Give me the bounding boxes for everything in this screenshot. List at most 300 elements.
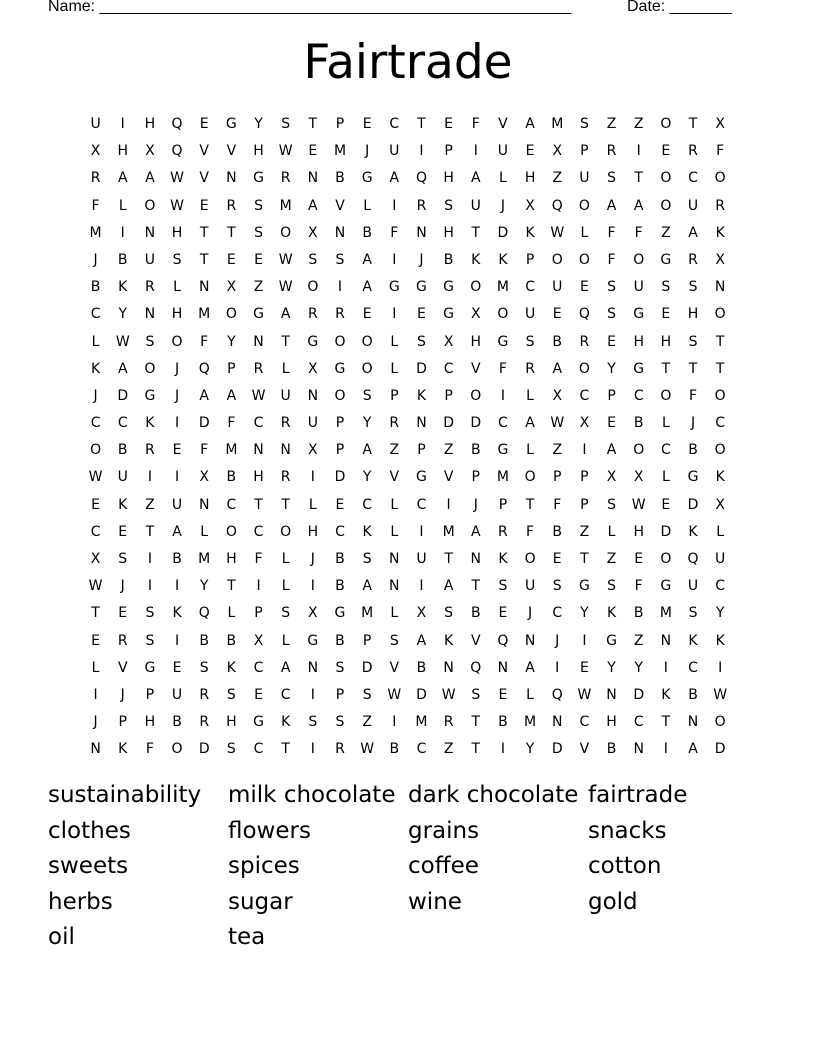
grid-letter: P	[580, 143, 589, 160]
word-list	[48, 778, 768, 956]
grid-letter: V	[579, 741, 590, 758]
grid-letter: V	[199, 143, 209, 160]
word-list-item: wine	[408, 888, 462, 915]
grid-letter: I	[392, 197, 397, 214]
grid-letter: U	[552, 279, 563, 296]
grid-letter: N	[443, 659, 454, 676]
grid-letter: S	[688, 279, 698, 296]
grid-letter: Z	[606, 551, 617, 567]
grid-letter: F	[471, 116, 480, 132]
grid-letter: O	[144, 197, 156, 214]
grid-letter: O	[361, 333, 373, 350]
grid-letter: R	[335, 306, 345, 323]
grid-letter: C	[633, 714, 644, 731]
grid-letter: P	[607, 387, 616, 404]
grid-letter: L	[227, 605, 236, 622]
grid-letter: S	[688, 605, 698, 622]
word-list-item: sugar	[228, 888, 293, 915]
grid-letter: G	[633, 306, 645, 323]
grid-letter: U	[715, 551, 726, 567]
grid-letter: J	[174, 360, 180, 377]
grid-letter: E	[607, 415, 616, 432]
grid-letter: C	[90, 306, 101, 323]
grid-letter: S	[226, 686, 236, 703]
grid-letter: R	[145, 442, 155, 459]
grid-row	[82, 301, 734, 328]
grid-letter: C	[90, 415, 101, 432]
grid-letter: E	[172, 659, 182, 676]
grid-letter: O	[90, 442, 102, 459]
grid-letter: S	[362, 551, 372, 567]
grid-letter: B	[117, 251, 128, 268]
grid-letter: O	[578, 360, 590, 377]
grid-letter: P	[335, 116, 345, 132]
grid-letter: I	[310, 578, 315, 595]
grid-letter: I	[174, 578, 180, 595]
grid-letter: I	[636, 143, 641, 160]
grid-letter: B	[498, 714, 508, 731]
grid-letter: R	[443, 714, 454, 731]
grid-letter: D	[497, 224, 509, 241]
grid-letter: H	[660, 333, 672, 350]
grid-letter: S	[498, 578, 508, 595]
word-list-item: flowers	[228, 817, 311, 844]
grid-letter: K	[145, 415, 155, 432]
grid-letter: Y	[118, 306, 128, 323]
grid-letter: R	[715, 197, 726, 214]
grid-letter: N	[470, 551, 481, 567]
grid-letter: I	[718, 659, 723, 676]
grid-letter: X	[606, 469, 617, 486]
grid-letter: H	[144, 116, 156, 132]
grid-letter: Y	[525, 741, 535, 758]
grid-letter: I	[663, 659, 668, 676]
grid-letter: Q	[470, 659, 482, 676]
grid-letter: R	[253, 360, 264, 377]
grid-letter: E	[199, 197, 209, 214]
grid-letter: Z	[443, 741, 454, 758]
grid-letter: T	[471, 578, 481, 595]
grid-letter: X	[552, 387, 563, 404]
grid-letter: X	[715, 251, 725, 268]
word-list-item: sustainability	[48, 782, 202, 808]
grid-row	[82, 220, 734, 247]
grid-letter: K	[498, 551, 508, 567]
grid-letter: O	[361, 360, 373, 377]
grid-letter: O	[660, 170, 672, 187]
grid-letter: N	[497, 659, 509, 676]
grid-letter: O	[551, 251, 563, 268]
grid-letter: I	[310, 686, 315, 703]
grid-letter: P	[227, 360, 236, 377]
grid-letter: G	[633, 360, 645, 377]
grid-letter: G	[443, 279, 455, 296]
grid-letter: S	[281, 605, 291, 622]
grid-letter: B	[226, 469, 237, 486]
grid-letter: N	[307, 170, 319, 187]
grid-letter: A	[606, 442, 617, 459]
grid-letter: V	[117, 659, 128, 676]
grid-letter: Y	[607, 360, 616, 377]
grid-letter: D	[443, 415, 454, 432]
grid-letter: M	[496, 469, 509, 486]
grid-letter: E	[498, 605, 508, 622]
grid-letter: S	[362, 387, 372, 404]
grid-letter: Q	[171, 143, 183, 160]
grid-letter: B	[688, 442, 698, 459]
grid-letter: G	[225, 116, 237, 132]
grid-letter: J	[120, 578, 125, 595]
grid-letter: E	[661, 143, 671, 160]
grid-letter: A	[633, 197, 644, 214]
grid-letter: U	[307, 415, 318, 432]
grid-letter: P	[498, 496, 508, 513]
grid-letter: A	[606, 197, 617, 214]
grid-letter: G	[416, 279, 427, 296]
date-field-line: Date: _______	[627, 0, 732, 15]
grid-letter: A	[199, 387, 209, 404]
grid-letter: L	[526, 442, 534, 459]
grid-letter: S	[199, 659, 209, 676]
grid-letter: T	[688, 116, 698, 132]
grid-letter: I	[419, 523, 424, 540]
grid-letter: W	[441, 686, 456, 703]
grid-letter: G	[307, 632, 319, 649]
grid-letter: C	[660, 442, 671, 459]
grid-letter: P	[525, 251, 535, 268]
grid-letter: R	[199, 686, 210, 703]
grid-letter: I	[555, 659, 560, 676]
grid-letter: E	[91, 496, 100, 513]
grid-letter: E	[444, 116, 454, 132]
grid-letter: C	[579, 387, 590, 404]
grid-letter: N	[416, 415, 427, 432]
grid-letter: V	[470, 632, 481, 649]
grid-letter: S	[607, 578, 616, 595]
grid-letter: H	[171, 224, 183, 241]
grid-letter: P	[417, 442, 426, 459]
grid-letter: I	[93, 686, 98, 703]
grid-letter: G	[307, 333, 319, 350]
grid-letter: N	[687, 714, 699, 731]
grid-letter: I	[500, 741, 505, 758]
grid-letter: L	[716, 523, 725, 540]
grid-letter: A	[443, 578, 454, 595]
grid-letter: G	[578, 578, 590, 595]
grid-letter: O	[307, 279, 319, 296]
grid-letter: P	[444, 387, 453, 404]
grid-letter: N	[416, 224, 427, 241]
grid-letter: E	[118, 523, 128, 540]
grid-letter: S	[254, 197, 263, 214]
grid-letter: M	[225, 442, 238, 459]
grid-letter: Z	[661, 224, 671, 241]
grid-letter: I	[582, 442, 587, 459]
grid-letter: T	[227, 224, 236, 241]
grid-letter: M	[551, 116, 564, 132]
grid-letter: E	[552, 306, 562, 323]
grid-letter: W	[278, 143, 293, 160]
grid-letter: W	[170, 197, 184, 214]
grid-letter: G	[660, 578, 672, 595]
grid-row	[82, 546, 734, 573]
grid-letter: V	[389, 469, 400, 486]
grid-letter: A	[470, 523, 481, 540]
grid-letter: X	[443, 333, 454, 350]
grid-letter: K	[172, 605, 182, 622]
grid-letter: N	[606, 686, 617, 703]
grid-letter: B	[389, 741, 400, 758]
grid-letter: S	[444, 605, 454, 622]
grid-letter: B	[226, 632, 237, 649]
grid-letter: G	[144, 387, 156, 404]
grid-letter: O	[524, 469, 536, 486]
grid-letter: A	[280, 659, 291, 676]
grid-row	[82, 492, 734, 519]
grid-letter: W	[387, 686, 402, 703]
grid-row	[82, 437, 734, 464]
grid-letter: R	[389, 415, 400, 432]
grid-letter: D	[470, 415, 482, 432]
grid-letter: W	[278, 251, 293, 268]
grid-letter: U	[416, 551, 427, 567]
grid-letter: A	[525, 415, 535, 432]
grid-letter: G	[253, 170, 264, 187]
grid-letter: N	[714, 279, 726, 296]
grid-letter: Z	[552, 170, 563, 187]
grid-letter: Y	[199, 578, 209, 595]
grid-letter: T	[281, 496, 290, 513]
grid-letter: O	[334, 387, 346, 404]
grid-letter: L	[91, 659, 100, 676]
grid-letter: R	[90, 170, 101, 187]
grid-letter: T	[471, 714, 481, 731]
grid-letter: T	[634, 170, 643, 187]
grid-letter: F	[634, 224, 643, 241]
grid-letter: J	[500, 197, 505, 214]
grid-letter: R	[688, 143, 698, 160]
grid-letter: W	[550, 415, 565, 432]
grid-letter: A	[308, 197, 318, 214]
grid-letter: J	[555, 632, 560, 649]
grid-letter: O	[171, 741, 183, 758]
grid-letter: T	[471, 741, 481, 758]
grid-letter: A	[172, 523, 182, 540]
grid-letter: U	[470, 197, 481, 214]
grid-letter: D	[198, 741, 210, 758]
grid-letter: R	[498, 523, 508, 540]
grid-letter: G	[144, 659, 156, 676]
grid-letter: L	[390, 360, 399, 377]
grid-letter: U	[171, 496, 183, 513]
grid-letter: O	[280, 523, 292, 540]
grid-letter: O	[280, 224, 292, 241]
grid-letter: T	[525, 496, 535, 513]
grid-row	[82, 573, 734, 600]
word-list-item: dark chocolate	[408, 782, 579, 808]
grid-letter: I	[174, 632, 180, 649]
grid-letter: O	[497, 306, 509, 323]
grid-letter: U	[117, 469, 128, 486]
grid-letter: C	[226, 496, 237, 513]
grid-letter: G	[687, 469, 699, 486]
grid-letter: T	[444, 551, 453, 567]
grid-letter: H	[633, 523, 644, 540]
grid-letter: I	[392, 714, 397, 731]
grid-letter: G	[334, 360, 346, 377]
grid-letter: B	[633, 605, 644, 622]
grid-letter: O	[144, 360, 156, 377]
grid-letter: H	[226, 714, 237, 731]
grid-letter: X	[308, 224, 318, 241]
grid-letter: G	[361, 170, 373, 187]
grid-letter: M	[89, 224, 102, 241]
word-list-item: grains	[408, 817, 480, 844]
grid-letter: W	[631, 496, 646, 513]
grid-letter: W	[713, 686, 728, 703]
grid-row	[82, 138, 734, 165]
grid-letter: J	[93, 714, 98, 731]
grid-letter: A	[117, 170, 128, 187]
grid-letter: L	[200, 523, 209, 540]
grid-letter: S	[172, 251, 182, 268]
grid-letter: R	[145, 279, 155, 296]
grid-letter: X	[416, 605, 427, 622]
grid-letter: T	[471, 224, 481, 241]
grid-letter: A	[362, 578, 372, 595]
grid-letter: Y	[362, 415, 372, 432]
grid-letter: T	[417, 116, 426, 132]
grid-letter: V	[226, 143, 237, 160]
grid-letter: T	[580, 551, 589, 567]
grid-row	[82, 682, 734, 709]
grid-letter: X	[308, 442, 318, 459]
grid-letter: M	[333, 143, 347, 160]
grid-letter: E	[362, 116, 372, 132]
grid-letter: S	[335, 714, 345, 731]
grid-letter: D	[687, 496, 699, 513]
grid-letter: E	[335, 496, 345, 513]
grid-letter: P	[471, 469, 480, 486]
word-list-item: spices	[228, 853, 300, 880]
grid-letter: N	[334, 224, 346, 241]
grid-letter: D	[334, 469, 346, 486]
grid-letter: S	[145, 333, 155, 350]
grid-letter: K	[525, 224, 535, 241]
word-list-item: milk chocolate	[228, 782, 396, 808]
grid-letter: G	[497, 333, 509, 350]
grid-letter: X	[90, 143, 101, 160]
grid-letter: C	[253, 415, 264, 432]
grid-letter: Z	[606, 116, 617, 132]
grid-letter: K	[661, 686, 671, 703]
grid-letter: A	[552, 360, 563, 377]
grid-letter: S	[607, 306, 616, 323]
grid-letter: B	[552, 333, 563, 350]
grid-letter: Q	[198, 605, 210, 622]
grid-letter: S	[417, 333, 426, 350]
grid-letter: N	[551, 714, 563, 731]
grid-letter: S	[308, 714, 318, 731]
grid-letter: B	[199, 632, 209, 649]
grid-letter: Q	[415, 170, 427, 187]
grid-letter: S	[661, 279, 671, 296]
grid-letter: V	[443, 469, 454, 486]
grid-letter: Y	[715, 605, 725, 622]
grid-letter: E	[362, 306, 372, 323]
grid-letter: B	[416, 659, 427, 676]
grid-letter: J	[93, 251, 98, 268]
grid-letter: L	[526, 387, 534, 404]
grid-letter: R	[226, 197, 237, 214]
grid-letter: I	[419, 143, 424, 160]
word-list-item: snacks	[588, 817, 667, 844]
grid-letter: U	[579, 170, 590, 187]
grid-letter: S	[552, 578, 562, 595]
grid-letter: F	[688, 387, 698, 404]
grid-letter: I	[337, 279, 343, 296]
grid-letter: R	[606, 143, 617, 160]
grid-letter: S	[254, 224, 263, 241]
grid-letter: L	[281, 551, 290, 567]
grid-letter: E	[525, 143, 535, 160]
grid-letter: Y	[634, 659, 643, 676]
grid-row	[82, 410, 734, 437]
grid-letter: O	[714, 387, 726, 404]
grid-letter: R	[688, 251, 698, 268]
grid-letter: X	[308, 360, 318, 377]
grid-letter: S	[688, 333, 698, 350]
grid-letter: Z	[362, 714, 372, 731]
grid-letter: G	[388, 279, 400, 296]
grid-letter: S	[525, 333, 535, 350]
grid-letter: O	[660, 116, 672, 132]
grid-letter: C	[715, 415, 726, 432]
grid-letter: I	[174, 469, 180, 486]
grid-letter: D	[714, 741, 726, 758]
grid-letter: P	[580, 496, 589, 513]
grid-letter: N	[307, 659, 319, 676]
grid-letter: H	[606, 714, 617, 731]
grid-letter: L	[390, 523, 399, 540]
grid-letter: X	[552, 143, 563, 160]
grid-letter: K	[362, 523, 372, 540]
grid-letter: T	[715, 360, 725, 377]
grid-letter: K	[118, 279, 128, 296]
grid-letter: B	[335, 578, 345, 595]
grid-letter: T	[715, 333, 725, 350]
grid-letter: M	[198, 551, 211, 567]
grid-letter: K	[498, 251, 508, 268]
grid-letter: S	[226, 741, 236, 758]
grid-letter: U	[524, 306, 536, 323]
grid-letter: K	[471, 251, 481, 268]
grid-letter: B	[172, 551, 182, 567]
grid-letter: H	[226, 551, 237, 567]
grid-letter: O	[633, 251, 645, 268]
word-list-item: herbs	[48, 888, 113, 915]
grid-letter: N	[389, 551, 400, 567]
grid-letter: L	[308, 496, 317, 513]
grid-letter: U	[497, 143, 509, 160]
grid-letter: S	[145, 605, 155, 622]
grid-letter: F	[607, 224, 616, 241]
grid-letter: X	[579, 415, 590, 432]
grid-letter: P	[118, 714, 127, 731]
grid-letter: M	[524, 714, 537, 731]
grid-letter: N	[389, 578, 400, 595]
grid-letter: F	[553, 496, 562, 513]
